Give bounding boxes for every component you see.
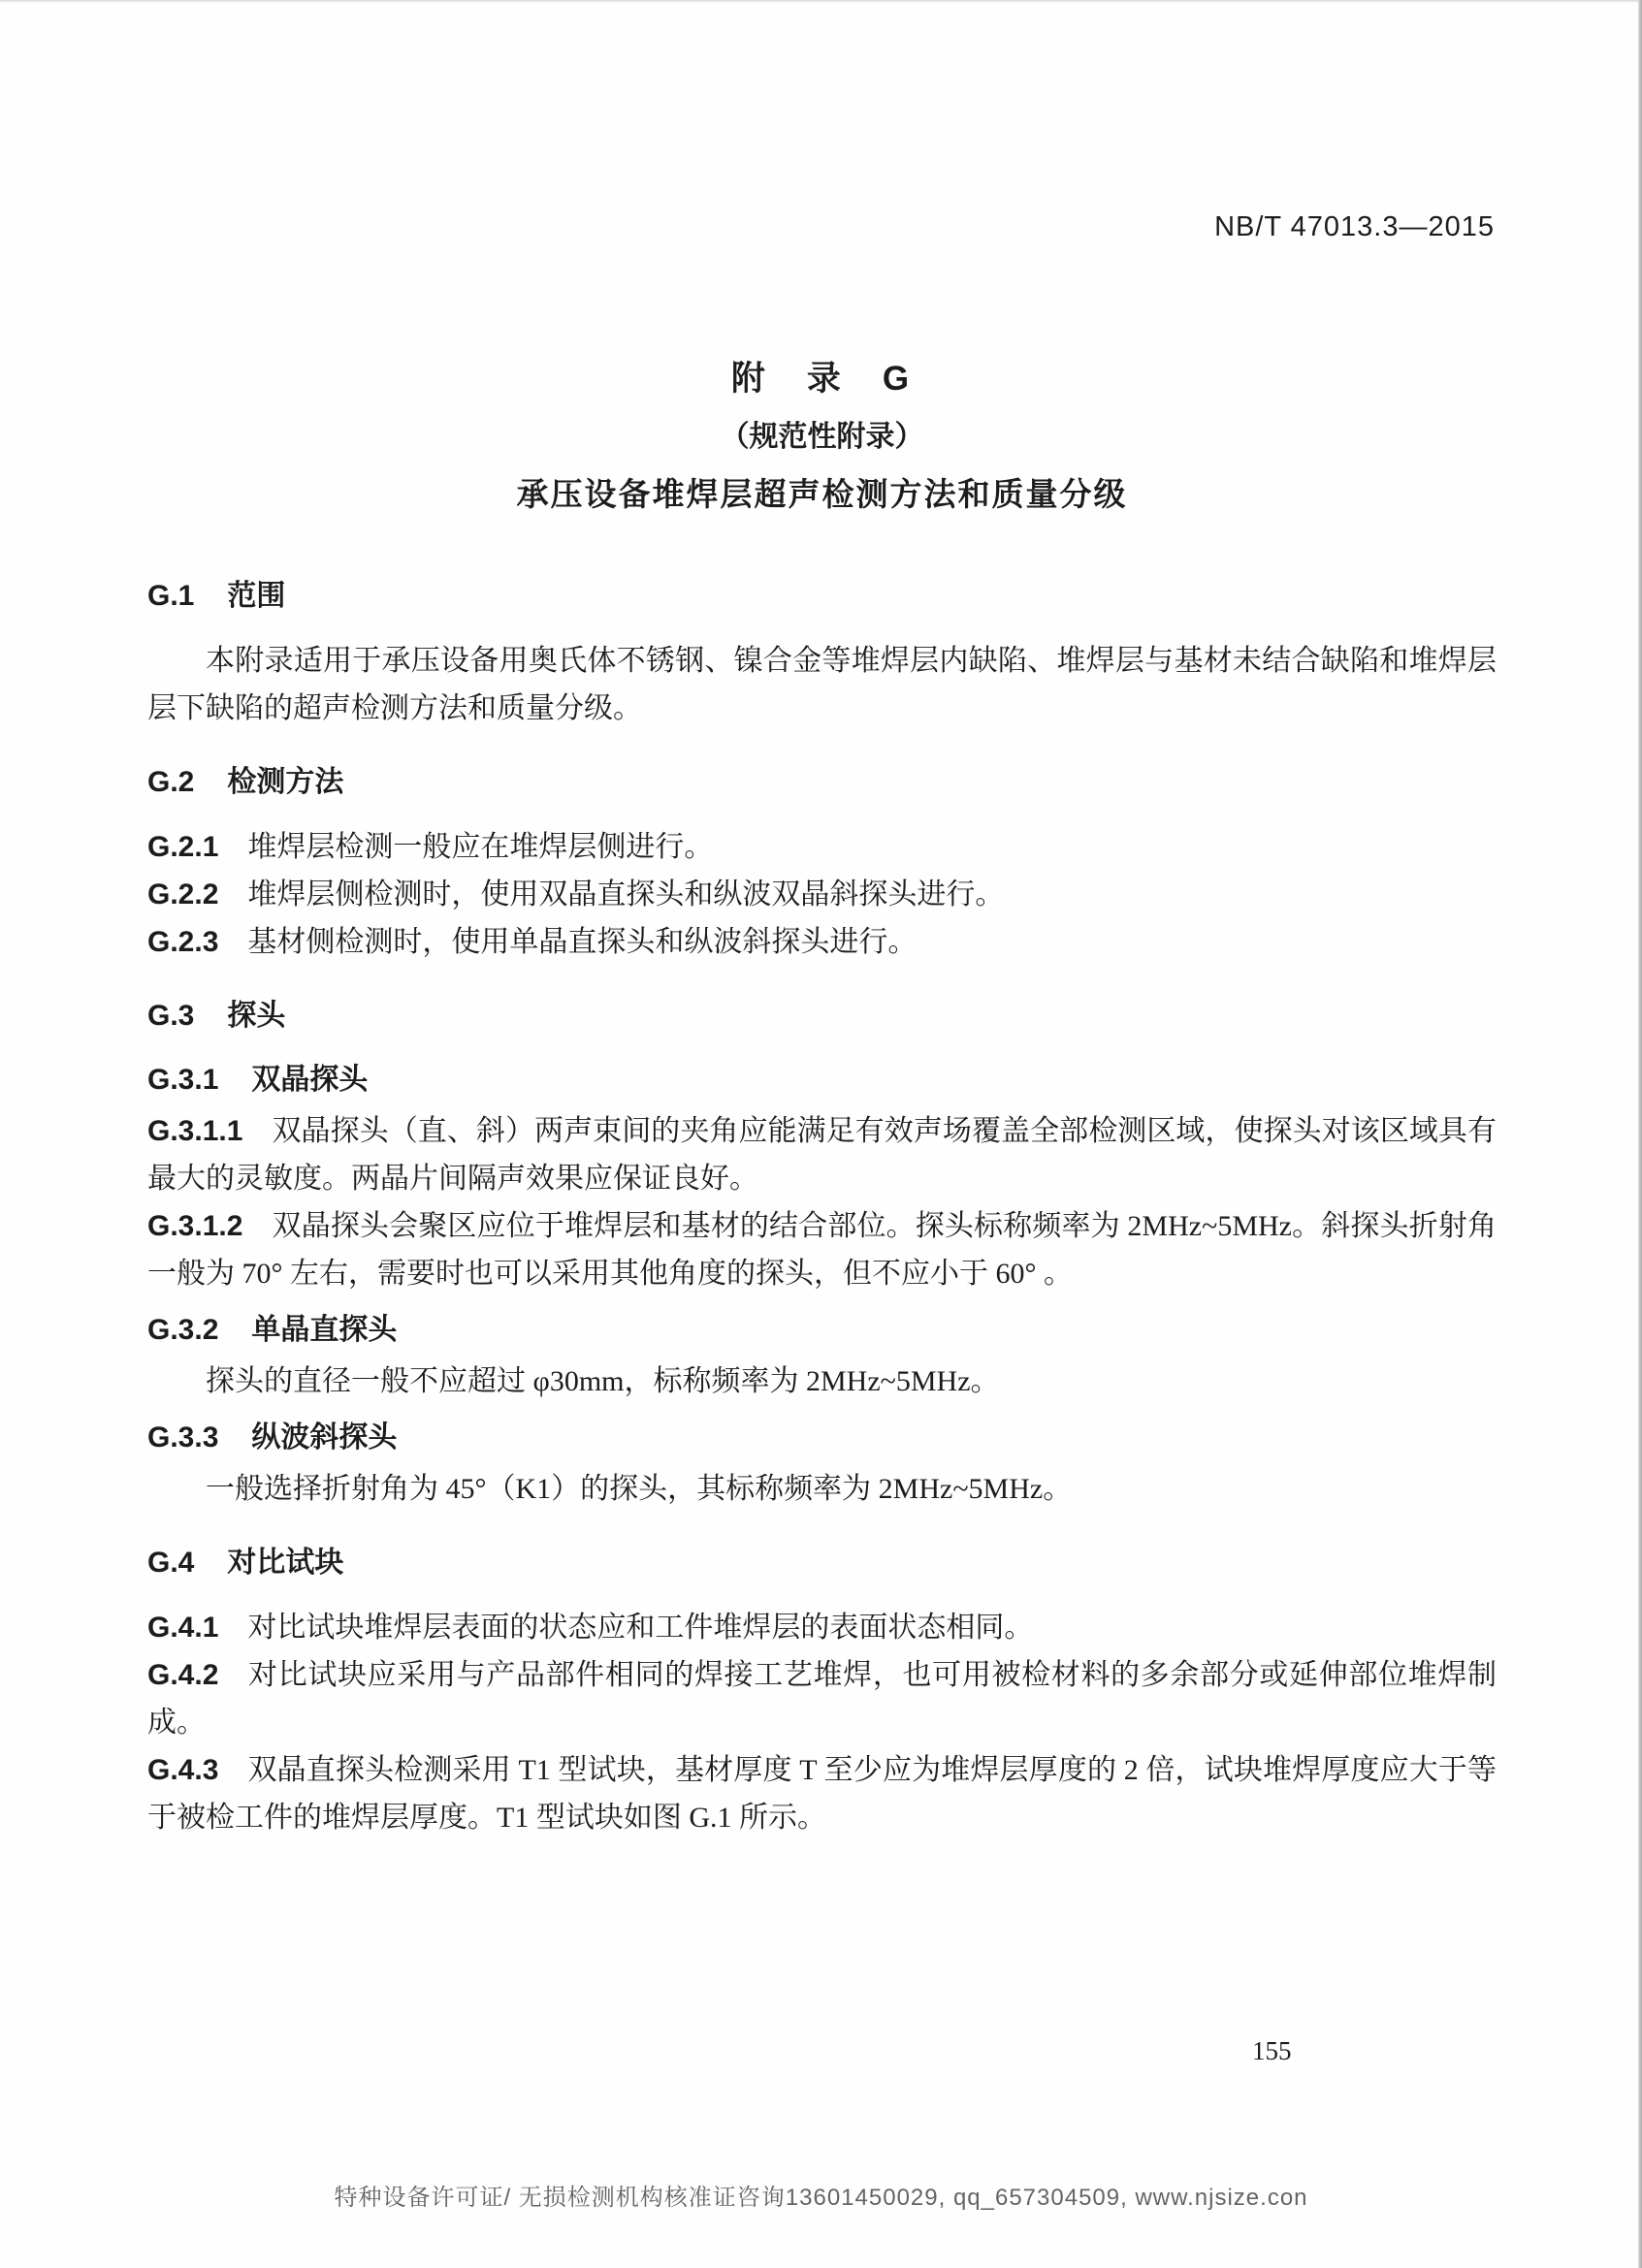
section-title: 检测方法 [227, 766, 344, 799]
paragraph-text: 探头的直径一般不应超过 φ30mm，标称频率为 2MHz~5MHz。 [206, 1365, 1000, 1398]
clause-text: 堆焊层检测一般应在堆焊层侧进行。 [247, 831, 714, 864]
section-number: G.1 [147, 580, 195, 613]
page-content [147, 357, 1497, 1841]
clause-g4-3 [147, 1746, 1497, 1841]
subsection-title: 纵波斜探头 [251, 1421, 398, 1454]
subsection-title: 双晶探头 [251, 1064, 369, 1097]
clause-g3-1-2 [147, 1202, 1497, 1297]
section-number: G.3 [147, 1000, 195, 1033]
section-title: 探头 [227, 1000, 286, 1033]
clause-text: 双晶直探头检测采用 T1 型试块，基材厚度 T 至少应为堆焊层厚度的 2 倍，试块堆焊厚度应大于等于被检工件的堆焊层厚度。T1 型试块如图 G.1 所示。 [147, 1754, 1497, 1835]
clause-number: G.4.2 [147, 1659, 219, 1692]
section-number: G.2 [147, 766, 195, 799]
paragraph-g3-2 [147, 1358, 1497, 1405]
clause-text: 双晶探头（直、斜）两声束间的夹角应能满足有效声场覆盖全部检测区域，使探头对该区域具有最大的灵敏度。两晶片间隔声效果应保证良好。 [147, 1115, 1497, 1196]
section-title: 范围 [227, 580, 286, 613]
footer-watermark: 特种设备许可证/ 无损检测机构核准证咨询13601450029, qq_657304509, www.njsize.con [334, 2185, 1308, 2211]
clause-text: 基材侧检测时，使用单晶直探头和纵波斜探头进行。 [247, 926, 918, 959]
appendix-subject-title: 承压设备堆焊层超声检测方法和质量分级 [516, 475, 1128, 512]
clause-text: 双晶探头会聚区应位于堆焊层和基材的结合部位。探头标称频率为 2MHz~5MHz。斜探头折射角一般为 70° 左右，需要时也可以采用其他角度的探头，但不应小于 60° 。 [147, 1210, 1497, 1291]
clause-number: G.2.3 [147, 926, 219, 959]
clause-number: G.2.1 [147, 831, 219, 864]
subsection-heading-g3-3 [147, 1415, 1497, 1461]
subsection-number: G.3.3 [147, 1421, 219, 1454]
section-heading-g2 [147, 761, 1497, 804]
clause-number: G.4.1 [147, 1612, 219, 1645]
subsection-heading-g3-1 [147, 1057, 1497, 1103]
clause-text: 对比试块堆焊层表面的状态应和工件堆焊层的表面状态相同。 [247, 1612, 1034, 1645]
subsection-number: G.3.1 [147, 1064, 219, 1097]
section-heading-g1 [147, 575, 1497, 618]
clause-g4-1 [147, 1604, 1497, 1651]
clause-number: G.3.1.1 [147, 1115, 243, 1148]
clause-g2-1 [147, 823, 1497, 871]
page-number: 155 [1252, 2036, 1292, 2065]
clause-number: G.4.3 [147, 1754, 219, 1787]
clause-g2-3 [147, 918, 1497, 966]
paragraph-g3-3 [147, 1465, 1497, 1513]
page-header [1214, 211, 1495, 243]
clause-text: 对比试块应采用与产品部件相同的焊接工艺堆焊，也可用被检材料的多余部分或延伸部位堆焊制成。 [147, 1659, 1497, 1740]
appendix-normative-label: （规范性附录） [720, 420, 924, 453]
paragraph-scope [147, 637, 1497, 732]
clause-number: G.2.2 [147, 878, 219, 911]
subsection-number: G.3.2 [147, 1314, 219, 1347]
paragraph-text: 本附录适用于承压设备用奥氏体不锈钢、镍合金等堆焊层内缺陷、堆焊层与基材未结合缺陷和堆焊层层下缺陷的超声检测方法和质量分级。 [147, 645, 1497, 725]
subsection-title: 单晶直探头 [251, 1314, 398, 1347]
clause-g4-2 [147, 1651, 1497, 1746]
section-heading-g4 [147, 1542, 1497, 1584]
clause-number: G.3.1.2 [147, 1210, 243, 1243]
scan-top-artifact [0, 0, 1642, 3]
section-title: 对比试块 [227, 1547, 344, 1580]
clause-g2-2 [147, 871, 1497, 918]
clause-g3-1-1 [147, 1107, 1497, 1202]
appendix-title: 附 录 G [730, 360, 914, 398]
section-heading-g3 [147, 995, 1497, 1038]
scan-edge-artifact [1638, 0, 1642, 2268]
paragraph-text: 一般选择折射角为 45°（K1）的探头，其标称频率为 2MHz~5MHz。 [206, 1473, 1073, 1506]
clause-text: 堆焊层侧检测时，使用双晶直探头和纵波双晶斜探头进行。 [247, 878, 1005, 911]
standard-number: NB/T 47013.3—2015 [1214, 211, 1495, 242]
section-number: G.4 [147, 1547, 195, 1580]
subsection-heading-g3-2 [147, 1307, 1497, 1354]
